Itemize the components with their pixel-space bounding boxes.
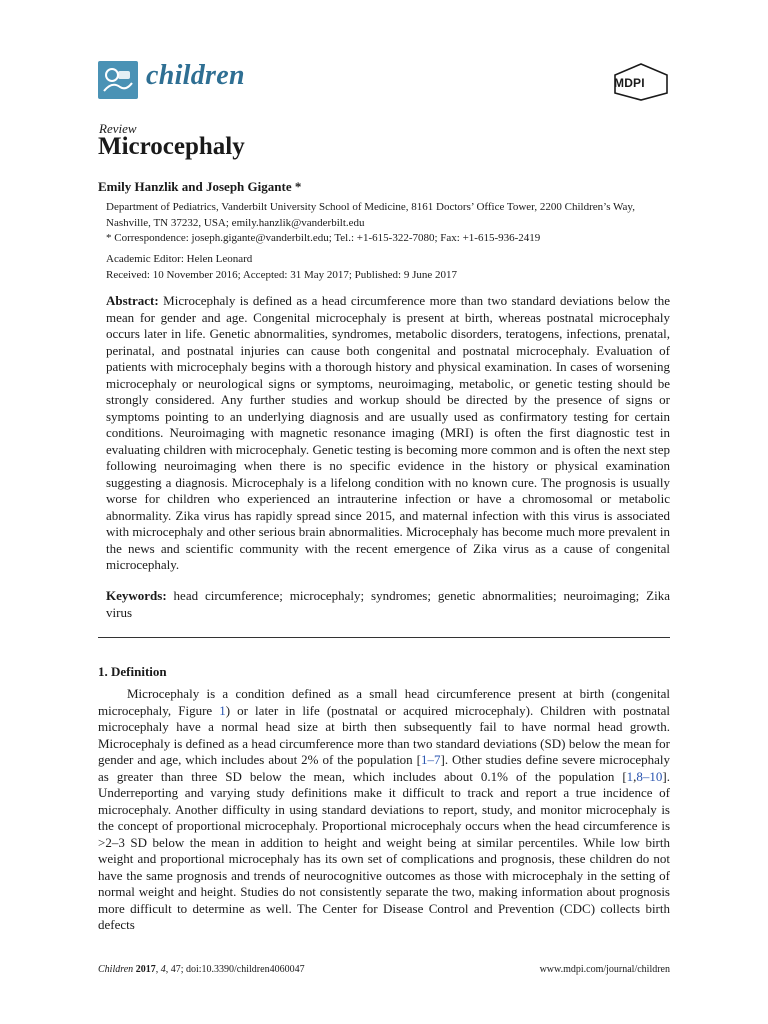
- keywords-text: head circumference; microcephaly; syndromes; genetic abnormalities; neuroimaging; Zika virus: [106, 588, 670, 620]
- abstract-text: Microcephaly is defined as a head circumference more than two standard deviations below the mean for gender and age. Congenital microcephaly is present at birth, whereas postnatal microcephaly occurs later in life. Genetic abnormalities, syndromes, metabolic disorders, teratogens, infections, prenatal, perinatal, and postnatal injuries can cause both congenital and postnatal microcephaly. Evaluation of patients with microcephaly begins with a thorough history and physical examination. In cases of worsening microcephaly or neurological signs or symptoms, neuroimaging, metabolic, or genetic testing should be strongly considered. Any further studies and workup should be directed by the presence of signs or symptoms pointing to an underlying diagnosis and are usually used as confirmatory testing for certain conditions. Neuroimaging with magnetic resonance imaging (MRI) is often the first diagnostic test in evaluating children with microcephaly. Genetic testing is becoming more common and is often the next step following neuroimaging when there is no specific evidence in the history or physical examination suggesting a diagnosis. Microcephaly is a lifelong condition with no known cure. The prognosis is usually worse for children who experienced an intrauterine infection or have a chromosomal or metabolic abnormality. Zika virus has rapidly spread since 2015, and maternal infection with this virus is associated with microcephaly and other serious brain abnormalities. Microcephaly has become much more prevalent in the news and scientific community with the recent emergence of Zika virus as a cause of congenital microcephaly.: [106, 293, 670, 572]
- body-text-4: ]. Underreporting and varying study definitions make it difficult to track and report a true incidence of microcephaly. Another difficulty in using standard deviations to report, study, and monitor microcephaly is the concept of proportional microcephaly. Proportional microcephaly occurs when the head circumference is >2–3 SD below the mean in addition to height and weight being at similar percentiles. While low birth weight and proportional microcephaly has its own set of complications and prognosis, these children do not have the same prognosis and trends of neurocognitive outcomes as those with microcephaly in the setting of normal weight and height. Studies do not consistently separate the two, making information about prognosis more difficult to determine as well. The Center for Disease Control and Prevention (CDC) collects birth defects: [98, 768, 670, 932]
- correspondence: * Correspondence: joseph.gigante@vanderbilt.edu; Tel.: +1-615-322-7080; Fax: +1-615-936-2419: [106, 232, 541, 244]
- body-text-1: Microcephaly is a condition defined as a small head circumference present at birth (congenital microcephaly, Figure: [98, 686, 670, 718]
- keywords-label: Keywords:: [106, 588, 167, 603]
- article-dates: Received: 10 November 2016; Accepted: 31 May 2017; Published: 9 June 2017: [106, 269, 458, 281]
- academic-editor: Academic Editor: Helen Leonard: [106, 253, 253, 265]
- body-text-3: ]. Other studies define severe microcephaly as greater than three SD below the mean, which includes about 0.1% of the population [: [98, 752, 670, 784]
- section-heading: 1. Definition: [98, 664, 167, 679]
- publisher-name: MDPI: [614, 76, 645, 90]
- journal-logo-icon: [98, 61, 138, 99]
- figure-link[interactable]: 1: [219, 702, 226, 718]
- footer-citation: Children 2017, 4, 47; doi:10.3390/children4060047: [98, 964, 305, 975]
- abstract: [106, 293, 670, 574]
- article-title: Microcephaly: [98, 133, 245, 160]
- footer-volume: 4: [160, 964, 166, 975]
- footer-journal: Children: [98, 964, 134, 975]
- abstract-label: Abstract:: [106, 293, 159, 308]
- footer-year: 2017: [135, 964, 156, 975]
- article-authors: Emily Hanzlik and Joseph Gigante *: [98, 179, 302, 194]
- journal-name: children: [146, 60, 245, 91]
- divider: [98, 637, 670, 638]
- citation-separator: ,: [633, 768, 637, 784]
- article-type: Review: [99, 121, 137, 136]
- citation-link[interactable]: 1: [626, 768, 634, 784]
- footer-url[interactable]: www.mdpi.com/journal/children: [539, 964, 670, 975]
- affiliation: Department of Pediatrics, Vanderbilt University School of Medicine, 8161 Doctors’ Office Tower, 2200 Children’s Way, Nashville, TN 37232, USA; emily.hanzlik@vanderbilt.edu: [106, 201, 635, 229]
- body-text-2: ) or later in life (postnatal or acquired microcephaly). Children with postnatal microcephaly have a normal head size at birth then subsequently fail to have normal head growth. Microcephaly is defined as a head circumference more than two standard deviations (SD) below the mean for gender and age, which includes about 2% of the population [: [98, 702, 670, 767]
- footer-doi: , 47; doi:10.3390/children4060047: [165, 964, 305, 975]
- section-body: [98, 686, 670, 934]
- citation-link[interactable]: 8–10: [636, 768, 663, 784]
- keywords: [106, 588, 670, 621]
- citation-link[interactable]: 1–7: [420, 752, 441, 767]
